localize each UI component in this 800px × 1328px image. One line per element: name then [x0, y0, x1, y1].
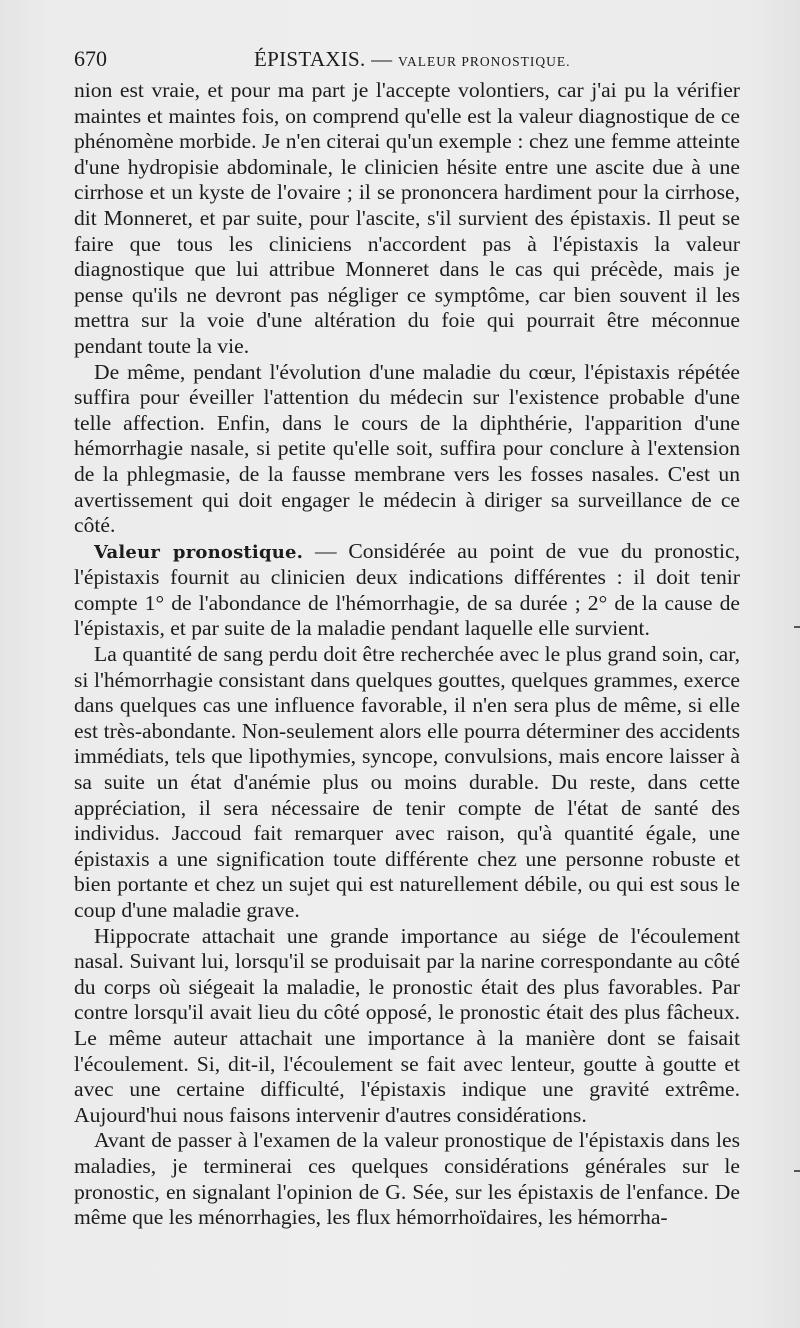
page-edge-mark — [794, 626, 800, 628]
running-title-separator: — — [371, 47, 393, 71]
running-title-subtitle: VALEUR PRONOSTIQUE. — [398, 54, 571, 69]
paragraph-hippocrate: Hippocrate attachait une grande importance au siége de l'écoulement nasal. Suivant lui, lorsqu'il se produisait par la narine correspondante au côté du corps où siégeait la maladie, le pronostic était des plus favorables. Par contre lorsqu'il avait lieu du côté opposé, le pronostic était des plus fâcheux. Le même auteur attachait une importance à la manière dont se faisait l'écoulement. Si, dit-il, l'écoulement se fait avec lenteur, goutte à goutte et avec une certaine difficulté, l'épistaxis indique une gravité extrême. Aujourd'hui nous faisons intervenir d'autres considérations. — [74, 923, 740, 1127]
paragraph-childhood: Avant de passer à l'examen de la valeur pronostique de l'épistaxis dans les maladies, je terminerai ces quelques considérations générales sur le pronostic, en signalant l'opinion de G. Sée, sur les épistaxis de l'enfance. De même que les ménorrhagies, les flux hémorrhoïdaires, les hémorrha- — [74, 1128, 740, 1230]
running-title — [254, 44, 571, 77]
body-text — [74, 78, 740, 1231]
paragraph-pronostic-text: — Considérée au point de vue du pronostic, l'épistaxis fournit au clinicien deux indications différentes : il doit tenir compte 1° de l'abondance de l'hémorrhagie, de sa durée ; 2° de la cause de l'épistaxis, et par suite de la maladie pendant laquelle elle survient. — [74, 538, 741, 641]
paragraph-diagnostic-value: nion est vraie, et pour ma part je l'accepte volontiers, car j'ai pu la vérifier maintes et maintes fois, on comprend qu'elle est la valeur diagnostique de ce phénomène morbide. Je n'en citerai qu'un exemple : chez une femme atteinte d'une hydropisie abdominale, le clinicien hésite entre une ascite due à une cirrhose et un kyste de l'ovaire ; il se prononcera hardiment pour la cirrhose, dit Monneret, et par suite, pour l'ascite, s'il survient des épistaxis. Il peut se faire que tous les cliniciens n'accordent pas à l'épistaxis la valeur diagnostique que lui attribue Monneret dans le cas qui précède, mais je pense qu'ils ne devront pas négliger ce symptôme, car bien souvent il les mettra sur la voie d'une altération du foie qui pourrait être méconnue pendant toute la vie. — [74, 78, 740, 358]
running-title-main: ÉPISTAXIS. — [254, 47, 366, 71]
running-header — [74, 44, 744, 74]
page-number: 670 — [74, 46, 107, 71]
page-edge-mark — [794, 1170, 800, 1172]
section-heading: Valeur pronostique. — [94, 541, 304, 563]
paragraph-heart-disease: De même, pendant l'évolution d'une maladie du cœur, l'épistaxis répétée suffira pour éveiller l'attention du médecin sur l'existence probable d'une telle affection. Enfin, dans le cours de la diphthérie, l'apparition d'une hémorrhagie nasale, si petite qu'elle soit, suffira pour conclure à l'extension de la phlegmasie, de la fausse membrane vers les fosses nasales. C'est un avertissement qui doit engager le médecin à diriger sa surveillance de ce côté. — [74, 359, 740, 538]
paragraph-blood-quantity: La quantité de sang perdu doit être recherchée avec le plus grand soin, car, si l'hémorrhagie consistant dans quelques gouttes, quelques grammes, exerce dans quelques cas une influence favorable, il n'en sera plus de même, si elle est très-abondante. Non-seulement alors elle pourra déterminer des accidents immédiats, tels que lipothymies, syncope, convulsions, mais encore laisser à sa suite un état d'anémie plus ou moins durable. Du reste, dans cette appréciation, il sera nécessaire de tenir compte de l'état de santé des individus. Jaccoud fait remarquer avec raison, qu'à quantité égale, une épistaxis a une signification toute différente chez une personne robuste et bien portante et chez un sujet qui est naturellement débile, ou qui est sous le coup d'une maladie grave. — [74, 642, 740, 922]
paragraph-pronostic-intro — [74, 539, 740, 642]
